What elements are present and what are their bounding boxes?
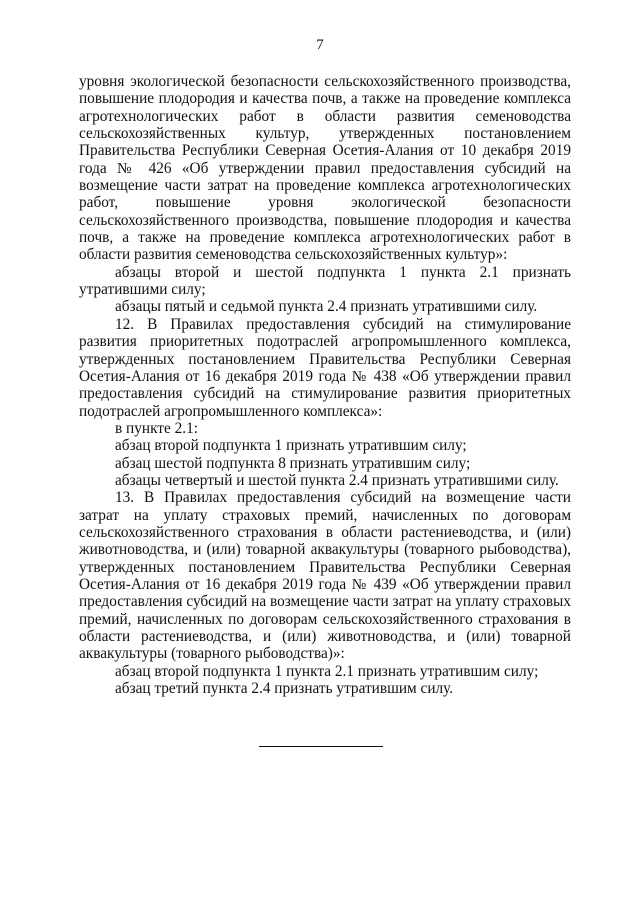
paragraph-item: абзац второй подпункта 1 признать утратившим силу; — [115, 437, 467, 455]
paragraph-continuation: уровня экологической безопасности сельскохозяйственного производства, повышение плодородия и качества почв, а также на проведение комплекса агротехнологических работ в области развития семеноводства сельскохозяйственных культур, утвержденных постановлением Правительства Республики Северная Осетия-Алания от 10 декабря 2019 года № 426 «Об утверждении правил предоставления субсидий на возмещение части затрат на проведение комплекса агротехнологических работ, повышение уровня экологической безопасности сельскохозяйственного производства, повышение плодородия и качества почв, а также на проведение комплекса агротехнологических работ в области развития семеноводства сельскохозяйственных культур»: — [79, 73, 571, 264]
paragraph-item: абзац второй подпункта 1 пункта 2.1 признать утратившим силу; — [115, 662, 539, 680]
paragraph-item: абзацы четвертый и шестой пункта 2.4 признать утратившими силу. — [115, 471, 559, 489]
paragraph-section-12: 12. В Правилах предоставления субсидий на стимулирование развития приоритетных подотраслей агропромышленного комплекса, утвержденных постановлением Правительства Республики Северная Осетия-Алания от 16 декабря 2019 года № 438 «Об утверждении правил предоставления субсидий на стимулирование развития приоритетных подотраслей агропромышленного комплекса»: — [79, 315, 571, 420]
paragraph-section-13: 13. В Правилах предоставления субсидий на возмещение части затрат на уплату страховых премий, начисленных по договорам сельскохозяйственного страхования в области растениеводства, и (или) животноводства, и (или) товарной аквакультуры (товарного рыбоводства), утвержденных постановлением Правительства Республики Северная Осетия-Алания от 16 декабря 2019 года № 439 «Об утверждении правил предоставления субсидий на возмещение части затрат на уплату страховых премий, начисленных по договорам сельскохозяйственного страхования в области растениеводства, и (или) животноводства, и (или) товарной аквакультуры (товарного рыбоводства)»: — [79, 489, 571, 663]
page-number: 7 — [316, 37, 324, 53]
document-body — [79, 73, 571, 697]
paragraph-item: в пункте 2.1: — [115, 419, 198, 437]
paragraph-item: абзацы пятый и седьмой пункта 2.4 признать утратившими силу. — [115, 298, 538, 316]
paragraph-item: абзац третий пункта 2.4 признать утратившим силу. — [115, 680, 454, 698]
closing-separator-line — [259, 746, 383, 747]
paragraph-item: абзацы второй и шестой подпункта 1 пункта 2.1 признать утратившими силу; — [79, 263, 571, 299]
paragraph-item: абзац шестой подпункта 8 признать утратившим силу; — [115, 454, 471, 472]
